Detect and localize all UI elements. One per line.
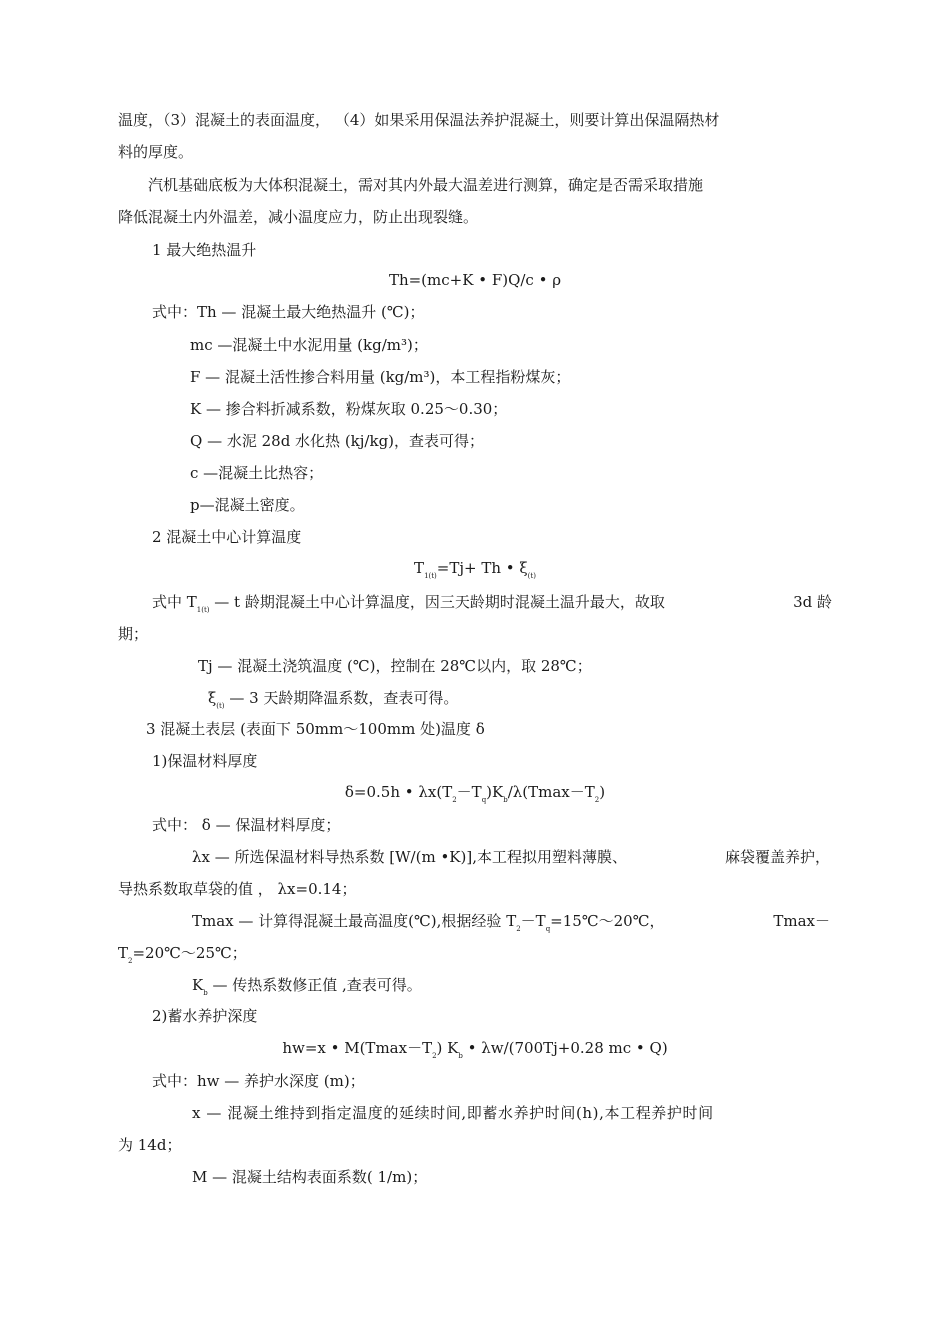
s3-kb-text: — 传热系数修正值 ,查表可得。 bbox=[207, 976, 422, 994]
s1-definition-c: c —混凝土比热容； bbox=[190, 464, 324, 482]
s1-definition-f: F — 混凝土活性掺合料用量 (kg/m³)，本工程指粉煤灰； bbox=[190, 368, 571, 386]
f-sub-t: (t) bbox=[527, 572, 536, 580]
paragraph-2-line-1: 汽机基础底板为大体积混凝土，需对其内外最大温差进行测算，确定是否需采取措施 bbox=[148, 176, 704, 194]
s2-definition-tj: Tj — 混凝土浇筑温度 (℃)，控制在 28℃以内，取 28℃； bbox=[198, 657, 592, 675]
f2-c: • λw/(700Tj+0.28 mc • Q) bbox=[462, 1039, 668, 1057]
f1-s4: 2 bbox=[594, 796, 600, 804]
f1-s1: 2 bbox=[452, 796, 457, 804]
section-3-2-heading: 2)蓄水养护深度 bbox=[152, 1007, 258, 1025]
s3-definition-tmax bbox=[192, 911, 830, 931]
s3-kb-sub: b bbox=[203, 989, 208, 997]
s1-definition-p: p—混凝土密度。 bbox=[190, 496, 305, 514]
s3-t2-text: =20℃～25℃； bbox=[132, 944, 247, 962]
f2-a: hw=x • M(Tmax－T bbox=[282, 1039, 433, 1057]
f2-s2: b bbox=[458, 1052, 463, 1060]
s3-definition-delta: 式中： δ — 保温材料厚度； bbox=[152, 816, 341, 834]
f-sub-1t: 1(t) bbox=[424, 572, 437, 580]
s1-definition-mc: mc —混凝土中水泥用量 (kg/m³)； bbox=[190, 336, 428, 354]
s2-def-text: — t 龄期混凝土中心计算温度，因三天龄期时混凝土温升最大，故取 bbox=[209, 593, 665, 611]
s2-definition-t1t bbox=[152, 592, 832, 612]
s2-def-main bbox=[152, 592, 665, 612]
formula-insulation-thickness bbox=[0, 782, 950, 802]
s1-definition-th: 式中：Th — 混凝土最大绝热温升 (℃)； bbox=[152, 303, 425, 321]
s3-t2-sub: 2 bbox=[128, 957, 133, 965]
s3-t2: T bbox=[118, 944, 129, 962]
s3-definition-m: M — 混凝土结构表面系数( 1/m)； bbox=[192, 1168, 428, 1186]
formula-water-depth bbox=[0, 1038, 950, 1058]
s3-kb-k: K bbox=[192, 976, 204, 994]
s2-xi-symbol: ξ bbox=[208, 689, 217, 707]
s3-definition-lambda-line-2: 导热系数取草袋的值 ， λx=0.14； bbox=[118, 880, 357, 898]
paragraph-1-line-2: 料的厚度。 bbox=[118, 143, 194, 161]
f1-e: ) bbox=[599, 783, 606, 801]
s3-definition-kb bbox=[192, 975, 422, 995]
s2-def-sub: 1(t) bbox=[196, 606, 210, 614]
formula-center-temperature bbox=[0, 558, 950, 578]
s3-lambda-a: λx — 所选保温材料导热系数 [W/(m •K)],本工程拟用塑料薄膜、 bbox=[192, 848, 627, 866]
s3-definition-x-line-2: 为 14d； bbox=[118, 1136, 182, 1154]
s3-definition-hw: 式中：hw — 养护水深度 (m)； bbox=[152, 1072, 365, 1090]
s2-def-end: 3d 龄 bbox=[793, 593, 832, 611]
s2-definition-xi bbox=[208, 688, 458, 708]
f-rest: =Tj+ Th • ξ bbox=[436, 559, 528, 577]
paragraph-2-line-2: 降低混凝土内外温差，减小温度应力，防止出现裂缝。 bbox=[118, 208, 479, 226]
section-3-1-heading: 1)保温材料厚度 bbox=[152, 752, 258, 770]
s1-definition-q: Q — 水泥 28d 水化热 (kj/kg)，查表可得； bbox=[190, 432, 485, 450]
s3-tmax-s1: 2 bbox=[516, 925, 521, 933]
f1-s2: q bbox=[481, 796, 487, 804]
s3-tmax-b: －T bbox=[520, 912, 546, 930]
paragraph-1-line-1: 温度，（3）混凝土的表面温度， （4）如果采用保温法养护混凝土，则要计算出保温隔热材 bbox=[118, 111, 720, 129]
f1-c: )K bbox=[486, 783, 504, 801]
s2-xi-sub: (t) bbox=[216, 702, 225, 710]
s2-def-t: 式中 T bbox=[152, 593, 197, 611]
f2-s1: 2 bbox=[432, 1052, 437, 1060]
s3-definition-x: x — 混凝土维持到指定温度的延续时间,即蓄水养护时间(h),本工程养护时间 bbox=[192, 1104, 714, 1122]
s1-definition-k: K — 掺合料折减系数，粉煤灰取 0.25～0.30； bbox=[190, 400, 508, 418]
s2-definition-t1t-line-2: 期； bbox=[118, 625, 149, 643]
section-3-heading: 3 混凝土表层 (表面下 50mm～100mm 处)温度 δ bbox=[146, 720, 485, 738]
s3-tmax-end: Tmax－ bbox=[773, 912, 830, 930]
f1-s3: b bbox=[503, 796, 508, 804]
f1-a: δ=0.5h • λx(T bbox=[344, 783, 453, 801]
f1-b: －T bbox=[456, 783, 482, 801]
s3-tmax-a: Tmax — 计算得混凝土最高温度(℃),根据经验 T bbox=[192, 912, 517, 930]
s3-tmax-main bbox=[192, 911, 664, 931]
s3-lambda-b: 麻袋覆盖养护， bbox=[724, 848, 830, 866]
section-2-heading: 2 混凝土中心计算温度 bbox=[152, 528, 302, 546]
f2-b: ) K bbox=[436, 1039, 459, 1057]
s2-xi-text: — 3 天龄期降温系数，查表可得。 bbox=[224, 689, 459, 707]
s3-definition-tmax-line-2 bbox=[118, 943, 247, 963]
s3-tmax-s2: q bbox=[545, 925, 551, 933]
f1-d: /λ(Tmax－T bbox=[507, 783, 595, 801]
s3-definition-lambda bbox=[192, 847, 830, 867]
s3-tmax-c: =15℃～20℃， bbox=[550, 912, 665, 930]
section-1-heading: 1 最大绝热温升 bbox=[152, 241, 257, 259]
f-t: T bbox=[414, 559, 425, 577]
formula-max-adiabatic-rise: Th=(mc+K • F)Q/c • ρ bbox=[388, 271, 562, 289]
